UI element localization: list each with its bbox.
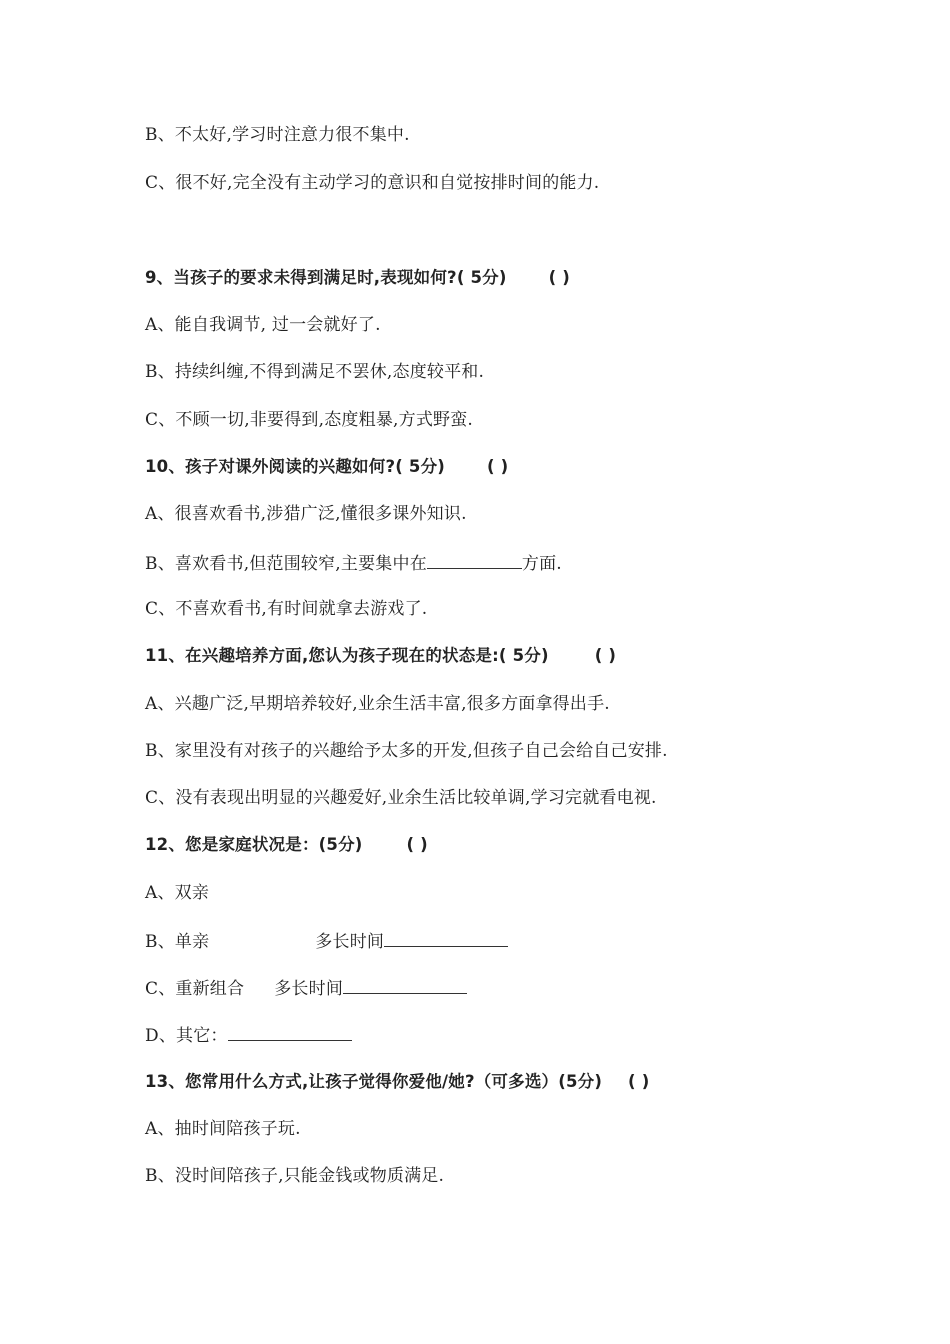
q9-question [145,264,570,292]
q10-option-b-prefix: B、喜欢看书,但范围较窄,主要集中在 [145,554,427,574]
q13-question-text: 13、您常用什么方式,让孩子觉得你爱他/她?（可多选）(5分) [145,1072,603,1091]
q9-question-text: 9、当孩子的要求未得到满足时,表现如何?( 5分) [145,268,507,287]
q10-fill-blank[interactable] [427,548,522,569]
q13-option-b: B、没时间陪孩子,只能金钱或物质满足. [145,1166,445,1186]
q11-option-a: A、兴趣广泛,早期培养较好,业余生活丰富,很多方面拿得出手. [145,694,610,714]
q11-question [145,642,616,670]
q11-option-b: B、家里没有对孩子的兴趣给予太多的开发,但孩子自己会给自己安排. [145,741,668,761]
q13-answer-paren[interactable]: ( ) [628,1072,650,1091]
q12-option-a: A、双亲 [145,883,210,903]
q12-answer-paren[interactable]: ( ) [406,835,428,854]
q12-option-c [145,973,467,1001]
q12-option-d-label: D、其它： [145,1026,228,1046]
q10-answer-paren[interactable]: ( ) [487,457,509,476]
q9-option-c: C、不顾一切,非要得到,态度粗暴,方式野蛮. [145,410,474,430]
q10-question-text: 10、孩子对课外阅读的兴趣如何?( 5分) [145,457,446,476]
q13-option-a: A、抽时间陪孩子玩. [145,1119,301,1139]
q12-option-b-duration-label: 多长时间 [315,932,385,952]
q9-option-b: B、持续纠缠,不得到满足不罢休,态度较平和. [145,362,485,382]
q8-option-b: B、不太好,学习时注意力很不集中. [145,125,410,145]
q12-option-b-label: B、单亲 [145,932,210,952]
q8-option-c: C、很不好,完全没有主动学习的意识和自觉按排时间的能力. [145,173,600,193]
q10-option-b [145,548,562,576]
q12-option-b [145,926,508,954]
q12-option-c-duration-label: 多长时间 [274,979,344,999]
q12-option-b-duration-blank[interactable] [384,926,508,947]
q11-option-c: C、没有表现出明显的兴趣爱好,业余生活比较单调,学习完就看电视. [145,788,657,808]
q12-question-text: 12、您是家庭状况是：(5分) [145,835,363,854]
q12-option-d-blank[interactable] [228,1020,352,1041]
q10-option-a: A、很喜欢看书,涉猎广泛,懂很多课外知识. [145,504,467,524]
q10-option-b-suffix: 方面. [521,554,562,574]
q9-option-a: A、能自我调节, 过一会就好了. [145,315,381,335]
q9-answer-paren[interactable]: ( ) [548,268,571,287]
q12-option-d [145,1020,352,1048]
q10-question [145,453,508,481]
q12-question [145,831,428,859]
q10-option-c: C、不喜欢看书,有时间就拿去游戏了. [145,599,428,619]
q12-option-c-duration-blank[interactable] [343,973,467,994]
q11-question-text: 11、在兴趣培养方面,您认为孩子现在的状态是:( 5分) [145,646,549,665]
q11-answer-paren[interactable]: ( ) [594,646,617,665]
q12-option-c-label: C、重新组合 [145,979,245,999]
q13-question [145,1068,649,1096]
